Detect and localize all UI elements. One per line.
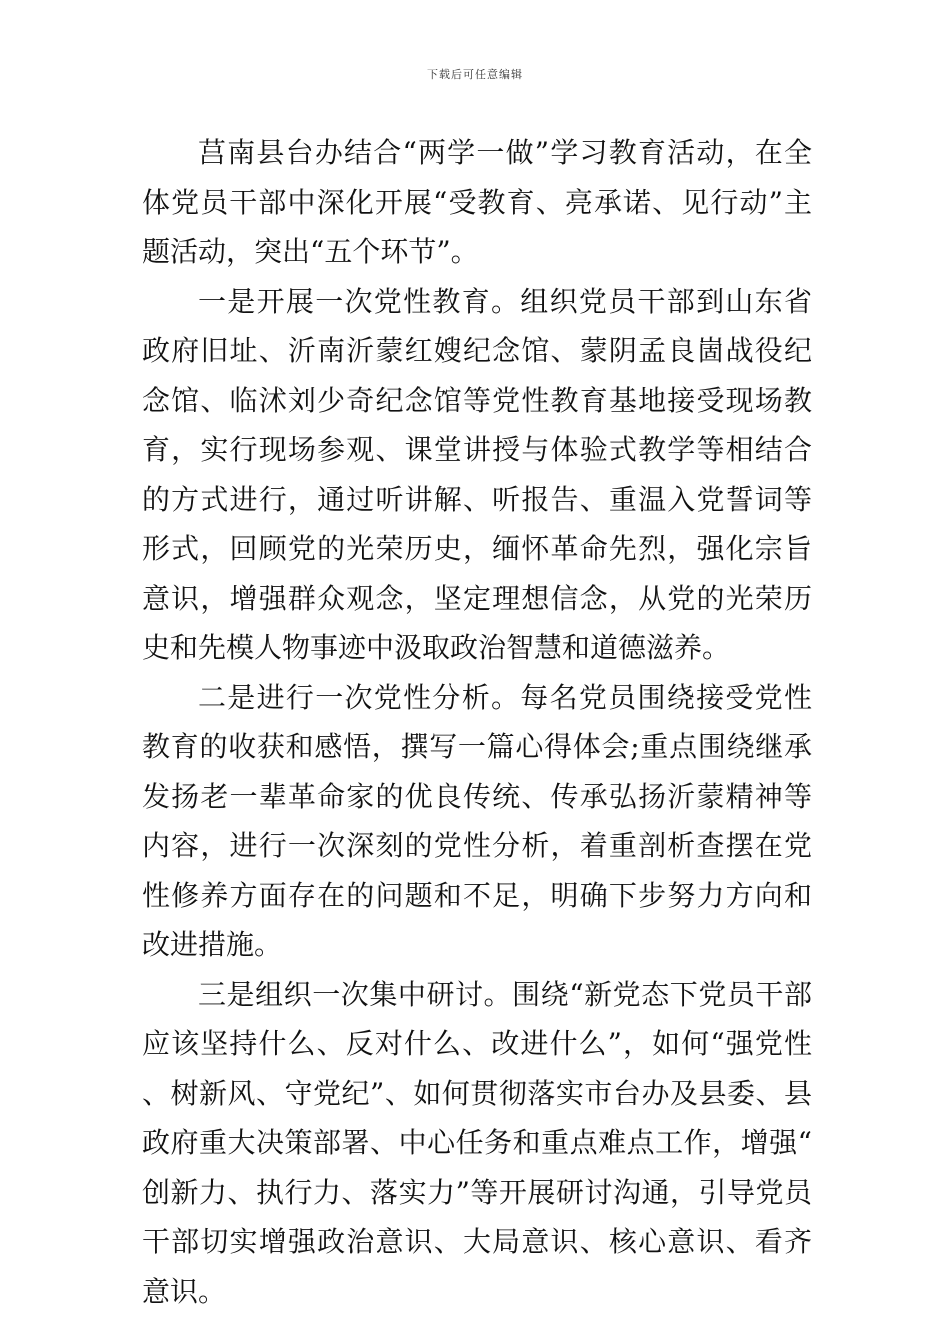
paragraph-party-education: 一是开展一次党性教育。组织党员干部到山东省政府旧址、沂南沂蒙红嫂纪念馆、蒙阴孟良崮战役纪念馆、临沭刘少奇纪念馆等党性教育基地接受现场教育，实行现场参观、课堂讲授与体验式教学等相结合的方式进行，通过听讲解、听报告、重温入党誓词等形式，回顾党的光荣历史，缅怀革命先烈，强化宗旨意识，增强群众观念，坚定理想信念，从党的光荣历史和先模人物事迹中汲取政治智慧和道德滋养。 — [142, 284, 812, 664]
paragraph-party-analysis: 二是进行一次党性分析。每名党员围绕接受党性教育的收获和感悟，撰写一篇心得体会;重点围绕继承发扬老一辈革命家的优良传统、传承弘扬沂蒙精神等内容，进行一次深刻的党性分析，着重剖析查摆在党性修养方面存在的问题和不足，明确下步努力方向和改进措施。 — [142, 680, 812, 961]
paragraph-intro: 莒南县台办结合“两学一做”学习教育活动，在全体党员干部中深化开展“受教育、亮承诺、见行动”主题活动，突出“五个环节”。 — [142, 136, 812, 268]
paragraph-group-discussion: 三是组织一次集中研讨。围绕“新党态下党员干部应该坚持什么、反对什么、改进什么”，如何“强党性、树新风、守党纪”、如何贯彻落实市台办及县委、县政府重大决策部署、中心任务和重点难点工作，增强“创新力、执行力、落实力”等开展研讨沟通，引导党员干部切实增强政治意识、大局意识、核心意识、看齐意识。 — [142, 977, 812, 1308]
document-body — [142, 128, 812, 1316]
page-header: 下载后可任意编辑 — [427, 68, 523, 81]
